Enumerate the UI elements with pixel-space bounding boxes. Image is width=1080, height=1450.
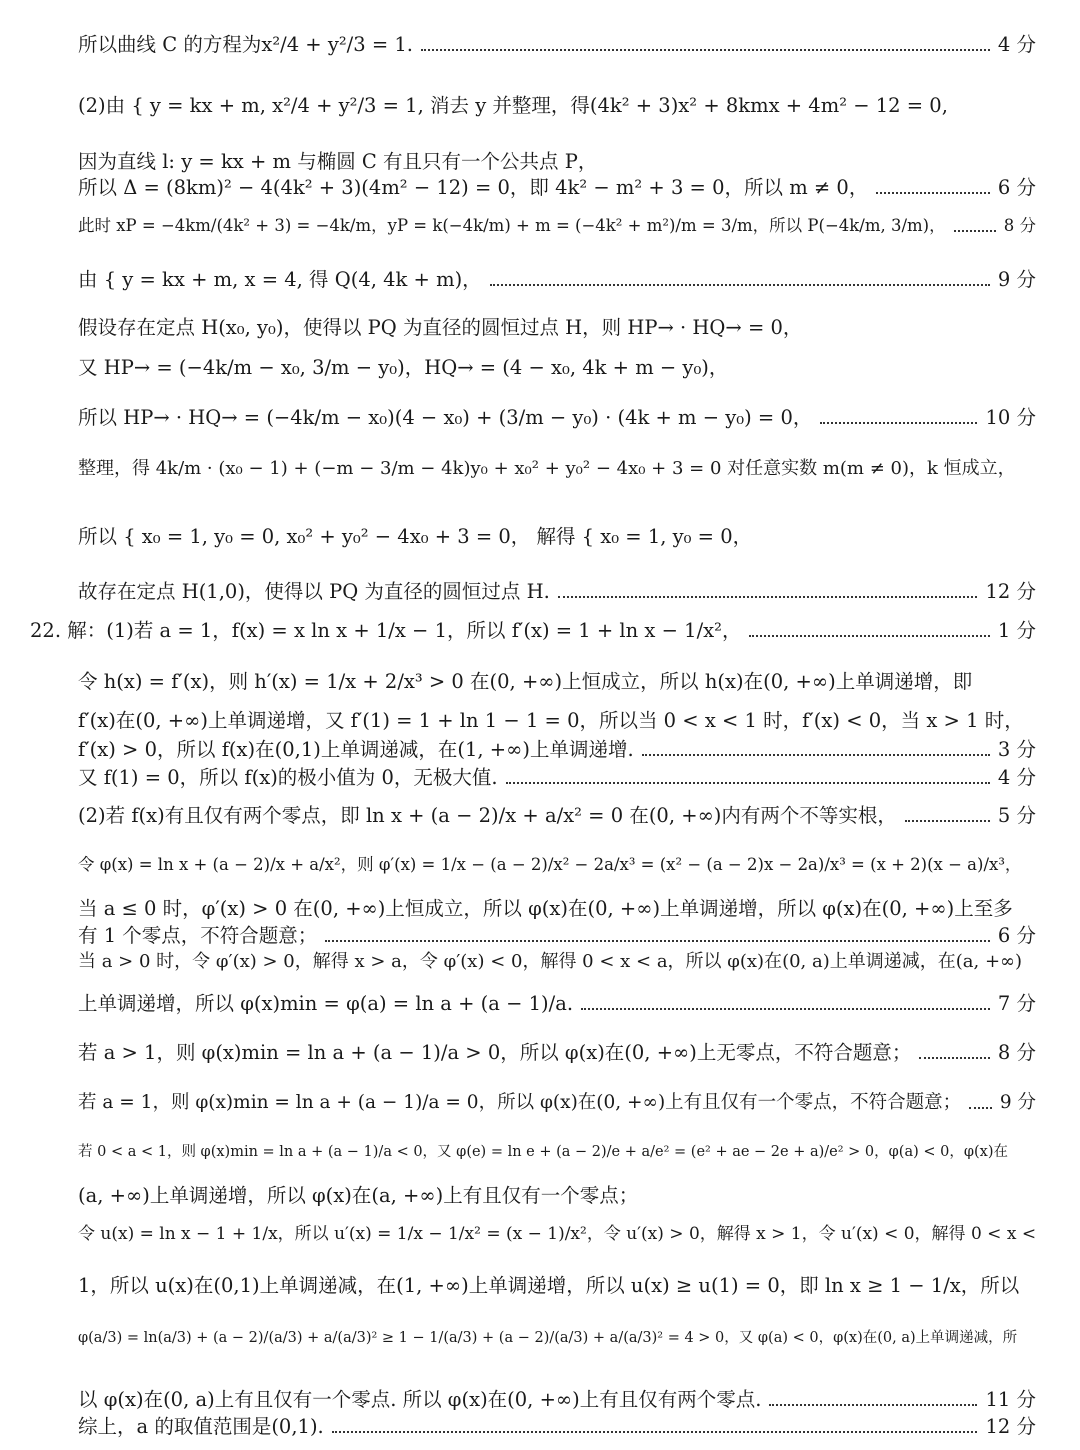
line-text: 所以 Δ = (8km)² − 4(4k² + 3)(4m² − 12) = 0，即 4k² − m² + 3 = 0，所以 m ≠ 0， xyxy=(78,176,869,199)
line-text: 若 0 < a < 1，则 φ(x)min = ln a + (a − 1)/a < 0，又 φ(e) = ln e + (a − 2)/e + a/e² = (e² + ae − 2e + a)/e² > 0，φ(a) < 0，φ(x)在 xyxy=(78,1144,1009,1160)
line-text: 又 HP→ = (−4k/m − x₀, 3/m − y₀)，HQ→ = (4 − x₀, 4k + m − y₀)， xyxy=(78,356,729,379)
solution-line xyxy=(78,408,1036,428)
score-points: 3 分 xyxy=(997,738,1036,761)
score-points: 9 分 xyxy=(999,1092,1036,1113)
line-text: (2)由 { y = kx + m, x²/4 + y²/3 = 1, 消去 y 并整理，得(4k² + 3)x² + 8kmx + 4m² − 12 = 0, xyxy=(78,94,948,117)
line-text: 若 a = 1，则 φ(x)min = ln a + (a − 1)/a = 0，所以 φ(x)在(0, +∞)上有且仅有一个零点，不符合题意； xyxy=(78,1092,962,1113)
score-points: 7 分 xyxy=(997,992,1036,1015)
leader-dots xyxy=(558,596,978,598)
leader-dots xyxy=(490,284,990,286)
solution-line xyxy=(78,768,1036,788)
solution-line xyxy=(78,1390,1036,1410)
line-text: 假设存在定点 H(x₀, y₀)，使得以 PQ 为直径的圆恒过点 H，则 HP→ · HQ→ = 0， xyxy=(78,316,803,339)
score-points: 9 分 xyxy=(997,268,1036,291)
solution-line xyxy=(78,1094,1036,1113)
solution-line xyxy=(78,740,1036,760)
solution-line xyxy=(78,96,1036,116)
leader-dots xyxy=(749,635,989,637)
solution-line xyxy=(78,460,1036,478)
line-text: 有 1 个零点，不符合题意； xyxy=(78,924,318,947)
line-text: 此时 xP = −4km/(4k² + 3) = −4k/m，yP = k(−4k/m) + m = (−4k² + m²)/m = 3/m，所以 P(−4k/m, 3/m)， xyxy=(78,216,946,235)
line-text: f′(x)在(0, +∞)上单调递增，又 f′(1) = 1 + ln 1 − 1 = 0，所以当 0 < x < 1 时，f′(x) < 0，当 x > 1 时， xyxy=(78,709,1024,732)
line-text: 由 { y = kx + m, x = 4, 得 Q(4, 4k + m)， xyxy=(78,268,482,291)
leader-dots xyxy=(969,1107,992,1109)
line-text: 令 u(x) = ln x − 1 + 1/x，所以 u′(x) = 1/x − 1/x² = (x − 1)/x²，令 u′(x) > 0，解得 x > 1，令 u′(x) < 0，解得 0 < x < xyxy=(78,1224,1037,1244)
line-text: (a, +∞)上单调递增，所以 φ(x)在(a, +∞)上有且仅有一个零点； xyxy=(78,1184,639,1207)
leader-dots xyxy=(919,1057,989,1059)
solution-line xyxy=(78,672,1036,692)
line-text: 综上，a 的取值范围是(0,1). xyxy=(78,1415,324,1438)
solution-line xyxy=(78,358,1036,378)
solution-line xyxy=(30,621,1036,641)
line-text: f′(x) > 0，所以 f(x)在(0,1)上单调递减，在(1, +∞)上单调递增. xyxy=(78,738,634,761)
solution-line xyxy=(78,270,1036,290)
solution-line xyxy=(78,1226,1036,1243)
score-points: 8 分 xyxy=(997,1041,1036,1064)
score-points: 11 分 xyxy=(985,1388,1036,1411)
leader-dots xyxy=(642,754,990,756)
leader-dots xyxy=(905,820,990,822)
line-text: 令 φ(x) = ln x + (a − 2)/x + a/x²，则 φ′(x) = 1/x − (a − 2)/x² − 2a/x³ = (x² − (a − 2)x − 2a)/x³ = (x + 2)(x − a)/x³， xyxy=(78,855,1022,874)
line-text: 所以曲线 C 的方程为x²/4 + y²/3 = 1. xyxy=(78,33,413,56)
leader-dots xyxy=(954,230,996,232)
solution-line xyxy=(78,1276,1036,1296)
line-text: 当 a > 0 时，令 φ′(x) > 0，解得 x > a，令 φ′(x) < 0，解得 0 < x < a，所以 φ(x)在(0, a)上单调递减，在(a, +∞) xyxy=(78,951,1023,972)
solution-line xyxy=(78,318,1036,338)
solution-line xyxy=(78,857,1036,874)
leader-dots xyxy=(332,1431,978,1433)
score-points: 4 分 xyxy=(997,33,1036,56)
line-text: 又 f(1) = 0，所以 f(x)的极小值为 0，无极大值. xyxy=(78,766,498,789)
leader-dots xyxy=(769,1404,977,1406)
score-points: 10 分 xyxy=(985,406,1036,429)
solution-line xyxy=(78,953,1036,971)
leader-dots xyxy=(421,49,990,51)
solution-line xyxy=(78,178,1036,198)
solution-line xyxy=(78,1417,1036,1437)
line-text: 所以 HP→ · HQ→ = (−4k/m − x₀)(4 − x₀) + (3/m − y₀) · (4k + m − y₀) = 0， xyxy=(78,406,813,429)
leader-dots xyxy=(325,940,990,942)
line-text: 当 a ≤ 0 时，φ′(x) > 0 在(0, +∞)上恒成立，所以 φ(x)在(0, +∞)上单调递增，所以 φ(x)在(0, +∞)上至多 xyxy=(78,897,1013,920)
solution-line xyxy=(78,582,1036,602)
solution-line xyxy=(78,926,1036,946)
leader-dots xyxy=(820,422,977,424)
score-points: 4 分 xyxy=(997,766,1036,789)
solution-line xyxy=(78,527,1036,547)
line-text: 因为直线 l: y = kx + m 与椭圆 C 有且只有一个公共点 P， xyxy=(78,150,598,173)
solution-line xyxy=(78,806,1036,826)
line-text: 故存在定点 H(1,0)，使得以 PQ 为直径的圆恒过点 H. xyxy=(78,580,550,603)
score-points: 6 分 xyxy=(997,924,1036,947)
line-text: 上单调递增，所以 φ(x)min = φ(a) = ln a + (a − 1)/a. xyxy=(78,992,574,1015)
score-points: 6 分 xyxy=(997,176,1036,199)
solution-line xyxy=(78,899,1036,919)
solution-line xyxy=(78,1043,1036,1063)
line-text: 整理，得 4k/m · (x₀ − 1) + (−m − 3/m − 4k)y₀ + x₀² + y₀² − 4x₀ + 3 = 0 对任意实数 m(m ≠ 0)，k 恒成立， xyxy=(78,458,1016,479)
score-points: 1 分 xyxy=(997,619,1036,642)
solution-line xyxy=(78,218,1036,235)
solution-line xyxy=(78,152,1036,172)
line-text: (2)若 f(x)有且仅有两个零点，即 ln x + (a − 2)/x + a/x² = 0 在(0, +∞)内有两个不等实根， xyxy=(78,804,897,827)
score-points: 8 分 xyxy=(1003,216,1036,235)
line-text: 1，所以 u(x)在(0,1)上单调递减，在(1, +∞)上单调递增，所以 u(x) ≥ u(1) = 0，即 ln x ≥ 1 − 1/x，所以 xyxy=(78,1274,1020,1297)
solution-line xyxy=(78,711,1036,731)
score-points: 5 分 xyxy=(997,804,1036,827)
line-text: 22. 解：(1)若 a = 1，f(x) = x ln x + 1/x − 1，所以 f′(x) = 1 + ln x − 1/x²， xyxy=(30,619,742,642)
leader-dots xyxy=(876,192,990,194)
solution-line xyxy=(78,1331,1036,1346)
leader-dots xyxy=(581,1008,990,1010)
solution-line xyxy=(78,1186,1036,1206)
line-text: 令 h(x) = f′(x)，则 h′(x) = 1/x + 2/x³ > 0 在(0, +∞)上恒成立，所以 h(x)在(0, +∞)上单调递增，即 xyxy=(78,670,973,693)
score-points: 12 分 xyxy=(985,580,1036,603)
score-points: 12 分 xyxy=(985,1415,1036,1438)
solution-line xyxy=(78,1145,1036,1160)
line-text: 若 a > 1，则 φ(x)min = ln a + (a − 1)/a > 0，所以 φ(x)在(0, +∞)上无零点，不符合题意； xyxy=(78,1041,912,1064)
line-text: 以 φ(x)在(0, a)上有且仅有一个零点. 所以 φ(x)在(0, +∞)上有且仅有两个零点. xyxy=(78,1388,762,1411)
line-text: 所以 { x₀ = 1, y₀ = 0, x₀² + y₀² − 4x₀ + 3 = 0， 解得 { x₀ = 1, y₀ = 0， xyxy=(78,525,753,548)
line-text: φ(a/3) = ln(a/3) + (a − 2)/(a/3) + a/(a/3)² ≥ 1 − 1/(a/3) + (a − 2)/(a/3) + a/(a/3)² = 4 > 0，又 φ(a) < 0，φ(x)在(0, a)上单调递减，所 xyxy=(78,1330,1018,1346)
solution-line xyxy=(78,994,1036,1014)
solution-line xyxy=(78,35,1036,55)
leader-dots xyxy=(506,782,990,784)
